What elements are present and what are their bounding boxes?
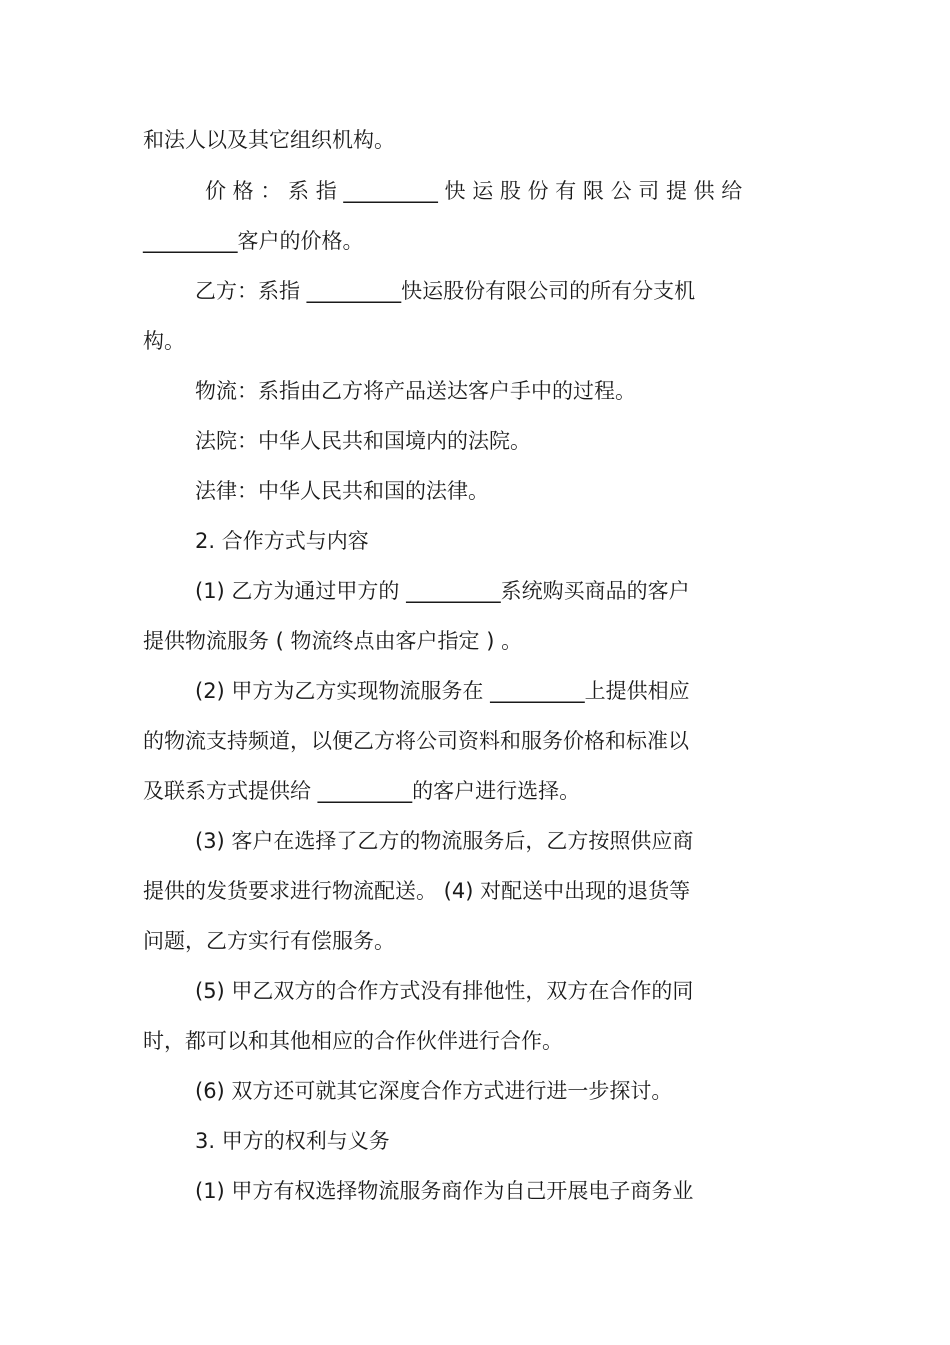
text-line: 乙方：系指 _________快运股份有限公司的所有分支机 [195, 279, 696, 303]
text-line: (2) 甲方为乙方实现物流服务在 _________上提供相应 [195, 679, 690, 703]
section-heading: 2. 合作方式与内容 [195, 529, 369, 553]
text-line: (1) 乙方为通过甲方的 _________系统购买商品的客户 [195, 579, 690, 603]
text-line: (5) 甲乙双方的合作方式没有排他性，双方在合作的同 [195, 979, 694, 1003]
text-line: 构。 [143, 329, 185, 353]
text-line: _________客户的价格。 [143, 229, 364, 253]
text-line: 的物流支持频道，以便乙方将公司资料和服务价格和标准以 [143, 729, 689, 753]
text-line: (3) 客户在选择了乙方的物流服务后，乙方按照供应商 [195, 829, 694, 853]
section-heading: 3. 甲方的权利与义务 [195, 1129, 390, 1153]
text-line: 提供的发货要求进行物流配送。 (4) 对配送中出现的退货等 [143, 879, 691, 903]
text-line: (6) 双方还可就其它深度合作方式进行进一步探讨。 [195, 1079, 673, 1103]
text-line: 价 格 ： 系 指 _________ 快 运 股 份 有 限 公 司 提 供 给 [205, 179, 743, 203]
text-line: 问题，乙方实行有偿服务。 [143, 929, 395, 953]
text-line: 及联系方式提供给 _________的客户进行选择。 [143, 779, 581, 803]
text-line: 和法人以及其它组织机构。 [143, 128, 395, 152]
text-line: 法院：中华人民共和国境内的法院。 [195, 429, 531, 453]
text-line: 提供物流服务 ( 物流终点由客户指定 ) 。 [143, 629, 523, 653]
text-line: 物流：系指由乙方将产品送达客户手中的过程。 [195, 379, 636, 403]
text-line: (1) 甲方有权选择物流服务商作为自己开展电子商务业 [195, 1179, 694, 1203]
text-line: 法律：中华人民共和国的法律。 [195, 479, 489, 503]
text-line: 时，都可以和其他相应的合作伙伴进行合作。 [143, 1029, 563, 1053]
